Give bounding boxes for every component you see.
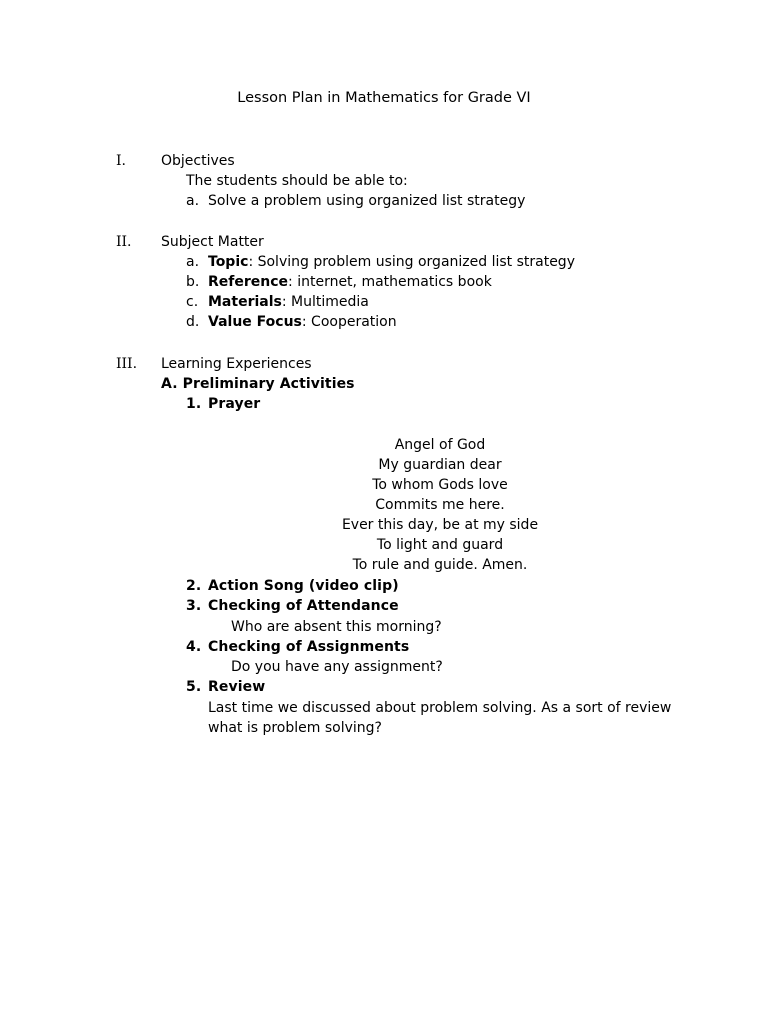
step-label: Review <box>208 679 266 695</box>
step-checking-assignments <box>186 637 409 657</box>
step-number: 5. <box>186 679 202 695</box>
subject-value: : Solving problem using organized list strategy <box>248 254 575 270</box>
list-marker: a. <box>186 254 200 270</box>
poem-line: To light and guard <box>376 537 504 553</box>
list-marker: d. <box>186 314 200 330</box>
step-number: 2. <box>186 578 202 594</box>
subject-value: : Multimedia <box>281 294 369 310</box>
subject-label: Topic <box>208 254 249 270</box>
section-numeral-subject-matter: II. <box>116 234 132 250</box>
step-detail-assignments: Do you have any assignment? <box>231 659 443 675</box>
poem-line: Ever this day, be at my side <box>341 517 539 533</box>
subject-item-topic <box>186 252 575 272</box>
step-number: 1. <box>186 396 202 412</box>
section-numeral-learning-experiences: III. <box>116 356 138 372</box>
step-detail-review-line-2: what is problem solving? <box>208 720 382 736</box>
step-label: Checking of Attendance <box>208 598 399 614</box>
poem-line: Commits me here. <box>375 497 505 513</box>
objectives-intro: The students should be able to: <box>186 173 408 189</box>
step-detail-review-line-1: Last time we discussed about problem solving. As a sort of review <box>208 700 672 716</box>
subject-item-materials <box>186 292 369 312</box>
section-numeral-objectives: I. <box>116 153 126 169</box>
document-title: Lesson Plan in Mathematics for Grade VI <box>237 90 531 106</box>
list-marker: a. <box>186 193 200 209</box>
objective-text: Solve a problem using organized list strategy <box>208 193 526 209</box>
subject-value: : Cooperation <box>301 314 397 330</box>
step-review <box>186 677 265 697</box>
step-action-song <box>186 576 399 596</box>
subject-label: Materials <box>208 294 282 310</box>
step-prayer <box>186 394 260 414</box>
step-detail-attendance: Who are absent this morning? <box>231 619 442 635</box>
subject-item-reference <box>186 272 492 292</box>
section-heading-learning-experiences: Learning Experiences <box>161 356 312 372</box>
poem-line: To whom Gods love <box>372 477 508 493</box>
list-marker: c. <box>186 294 199 310</box>
poem-line: My guardian dear <box>378 457 502 473</box>
step-number: 4. <box>186 639 202 655</box>
subject-label: Reference <box>208 274 289 290</box>
subject-value: : internet, mathematics book <box>288 274 492 290</box>
poem-line: To rule and guide. Amen. <box>352 557 528 573</box>
step-label: Prayer <box>208 396 261 412</box>
step-label: Action Song (video clip) <box>208 578 399 594</box>
step-number: 3. <box>186 598 202 614</box>
subsection-preliminary-activities: A. Preliminary Activities <box>161 376 355 392</box>
step-checking-attendance <box>186 596 399 616</box>
section-heading-subject-matter: Subject Matter <box>161 234 264 250</box>
step-label: Checking of Assignments <box>208 639 410 655</box>
list-marker: b. <box>186 274 200 290</box>
section-heading-objectives: Objectives <box>161 153 235 169</box>
subject-label: Value Focus <box>208 314 302 330</box>
subject-item-value-focus <box>186 312 397 332</box>
poem-line: Angel of God <box>394 437 486 453</box>
objectives-item-a <box>186 191 525 211</box>
